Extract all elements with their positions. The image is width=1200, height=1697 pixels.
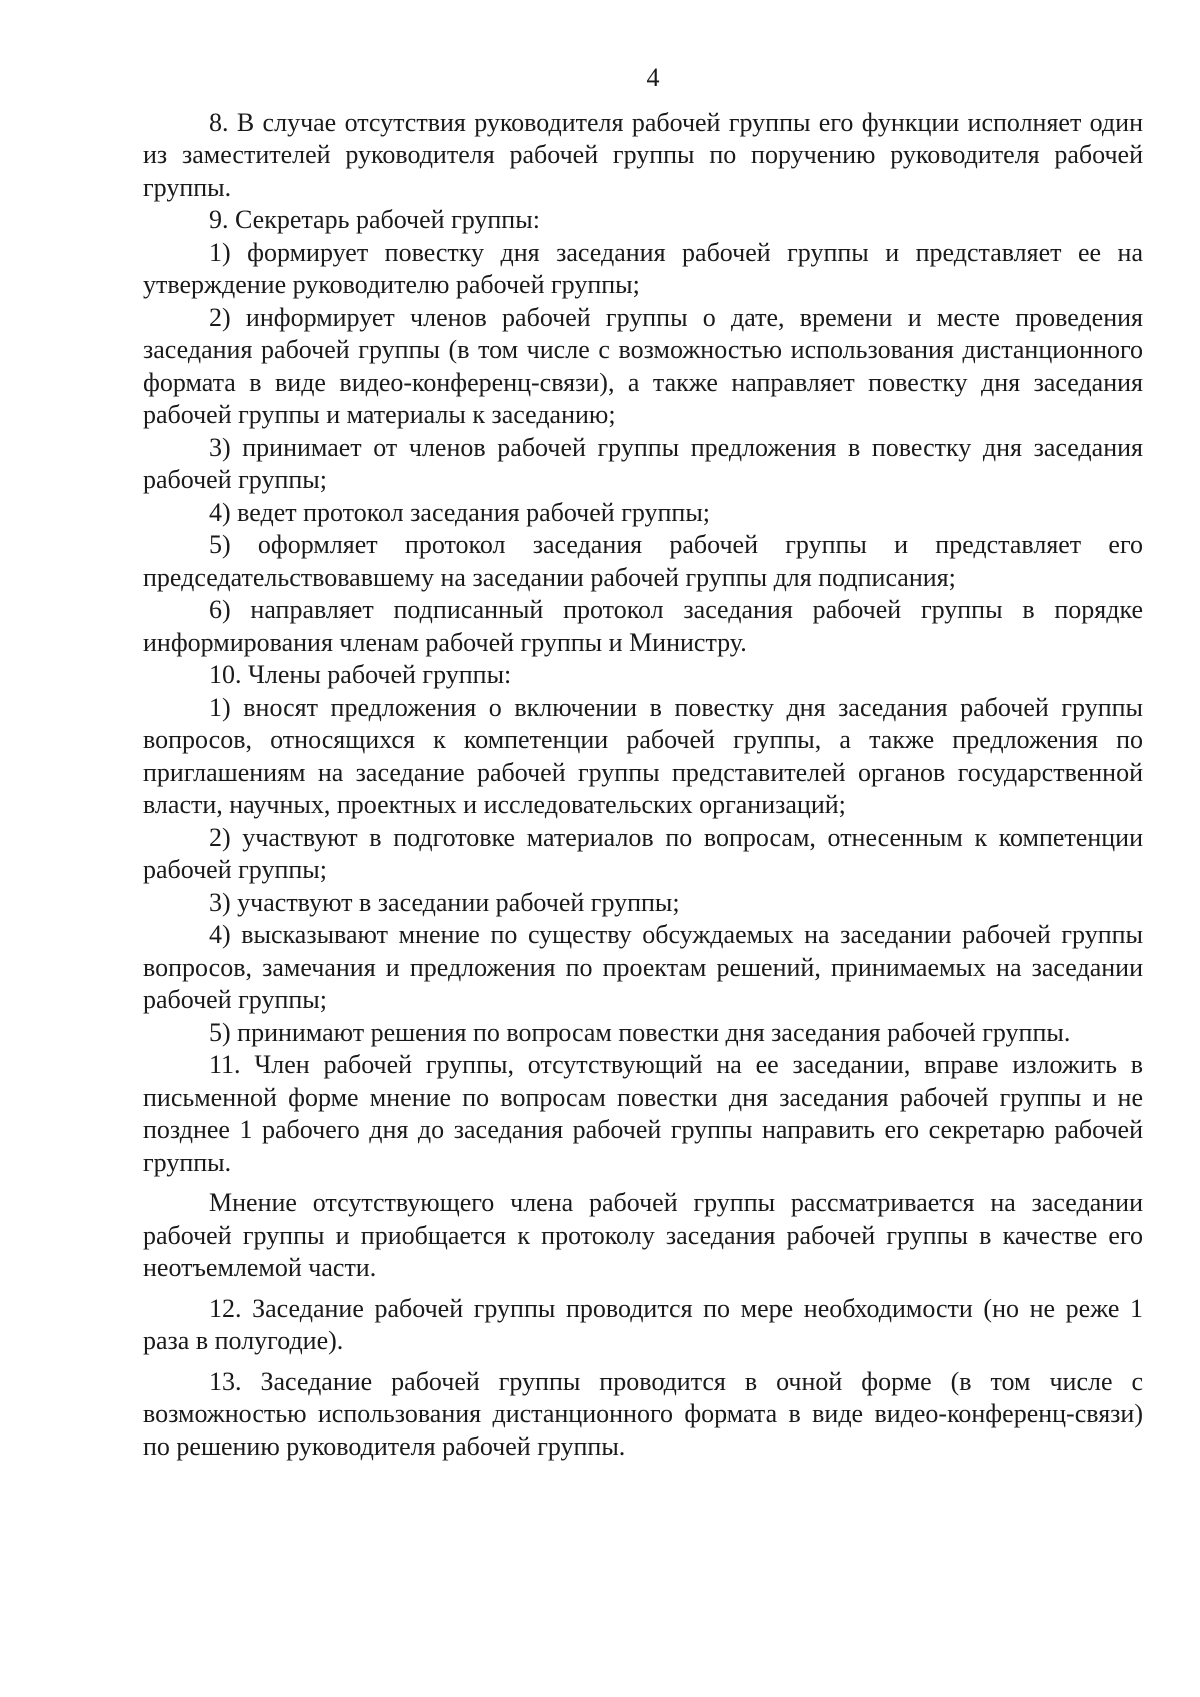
- paragraph-11-note: Мнение отсутствующего члена рабочей группы рассматривается на заседании рабочей группы и приобщается к протоколу заседания рабочей группы в качестве его неотъемлемой части.: [143, 1188, 1143, 1282]
- document-page: [143, 62, 1143, 1463]
- page-number: 4: [646, 63, 660, 92]
- paragraph-9-item-5: 5) оформляет протокол заседания рабочей группы и представляет его председательствовавшему на заседании рабочей группы для подписания;: [143, 530, 1143, 592]
- paragraph-10-item-4: 4) высказывают мнение по существу обсуждаемых на заседании рабочей группы вопросов, замечания и предложения по проектам решений, принимаемых на заседании рабочей группы;: [143, 920, 1143, 1014]
- paragraph-9-item-6: 6) направляет подписанный протокол заседания рабочей группы в порядке информирования членам рабочей группы и Министру.: [143, 595, 1143, 657]
- paragraph-9-item-1: 1) формирует повестку дня заседания рабочей группы и представляет ее на утверждение руководителю рабочей группы;: [143, 237, 1143, 299]
- paragraph-12: 12. Заседание рабочей группы проводится по мере необходимости (но не реже 1 раза в полугодие).: [143, 1293, 1143, 1355]
- paragraph-9-heading: 9. Секретарь рабочей группы:: [209, 205, 540, 234]
- paragraph-10-item-5: 5) принимают решения по вопросам повестки дня заседания рабочей группы.: [209, 1017, 1071, 1047]
- paragraph-10-item-1: 1) вносят предложения о включении в повестку дня заседания рабочей группы вопросов, относящихся к компетенции рабочей группы, а также предложения по приглашениям на заседание рабочей группы представителей органов государственной власти, научных, проектных и исследовательских организаций;: [143, 692, 1143, 819]
- paragraph-10-heading: 10. Члены рабочей группы:: [209, 660, 512, 689]
- paragraph-9-item-4: 4) ведет протокол заседания рабочей группы;: [209, 497, 711, 527]
- paragraph-9-item-3: 3) принимает от членов рабочей группы предложения в повестку дня заседания рабочей группы;: [143, 432, 1143, 494]
- paragraph-9-item-2: 2) информирует членов рабочей группы о дате, времени и месте проведения заседания рабочей группы (в том числе с возможностью использования дистанционного формата в виде видео-конференц-связи), а также направляет повестку дня заседания рабочей группы и материалы к заседанию;: [143, 302, 1143, 429]
- paragraph-13: 13. Заседание рабочей группы проводится в очной форме (в том числе с возможностью использования дистанционного формата в виде видео-конференц-связи) по решению руководителя рабочей группы.: [143, 1366, 1143, 1461]
- paragraph-8: 8. В случае отсутствия руководителя рабочей группы его функции исполняет один из заместителей руководителя рабочей группы по поручению руководителя рабочей группы.: [143, 107, 1143, 202]
- paragraph-10-item-2: 2) участвуют в подготовке материалов по вопросам, отнесенным к компетенции рабочей группы;: [143, 822, 1143, 884]
- paragraph-11: 11. Член рабочей группы, отсутствующий на ее заседании, вправе изложить в письменной форме мнение по вопросам повестки дня заседания рабочей группы и не позднее 1 рабочего дня до заседания рабочей группы направить его секретарю рабочей группы.: [143, 1050, 1143, 1177]
- paragraph-10-item-3: 3) участвуют в заседании рабочей группы;: [209, 887, 680, 917]
